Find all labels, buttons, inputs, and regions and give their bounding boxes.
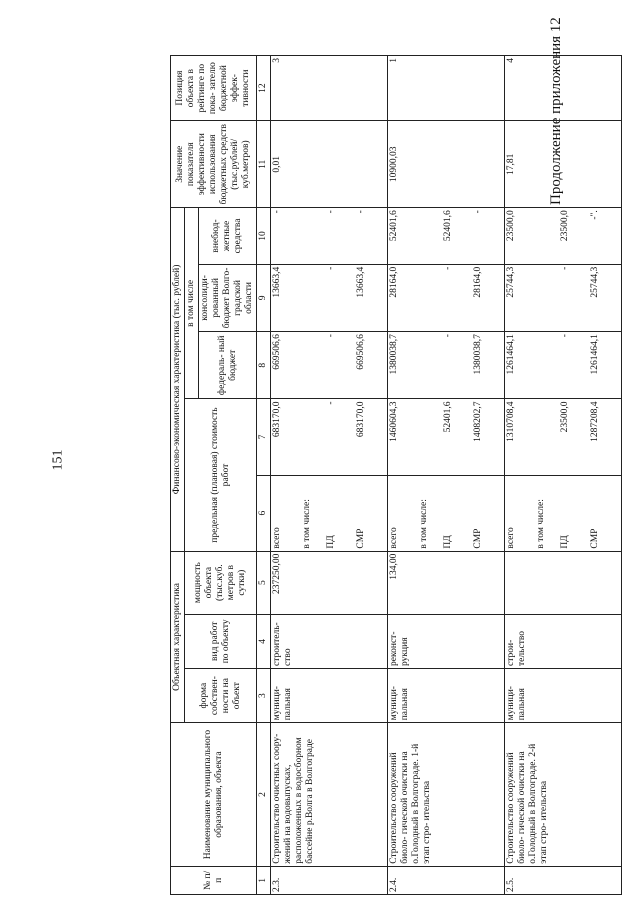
object-name: Строительство очистных соору- жений на водовыпусках, расположенных в водосборном бассейне р.Волга в Волгограде [271, 723, 388, 866]
col-number: 10 [257, 208, 271, 265]
cost-label-line: всего [506, 527, 516, 549]
work-type: строитель- ство [271, 614, 388, 668]
capacity-value: 237250,00 [271, 551, 388, 614]
cost-total-line: 1408202,7 [473, 401, 483, 442]
col-number: 5 [257, 551, 271, 614]
efficiency-value: 0,01 [271, 121, 388, 208]
cost-total [271, 399, 388, 475]
ownership-form: муници- пальная [505, 668, 622, 722]
federal-budget-line: - [560, 334, 570, 338]
federal-budget-line: 669506,6 [356, 334, 366, 370]
rating-position: 1 [388, 56, 505, 121]
cost-total-line: 683170,0 [356, 401, 366, 438]
regional-budget-line: - [443, 266, 453, 270]
table-row [388, 56, 505, 895]
work-type: реконст- рукция [388, 614, 505, 668]
header-work: вид работ по объекту [185, 614, 257, 668]
object-table [170, 55, 622, 895]
regional-budget-line: - [326, 266, 336, 270]
header-ownership: форма собствен- ности на объект [185, 668, 257, 722]
extrabudget-funds-line: 52401,6 [389, 210, 399, 242]
cost-total [388, 399, 505, 475]
col-number: 8 [257, 332, 271, 399]
col-number: 7 [257, 399, 271, 475]
header-finance-group: Финансово-экономическая характеристика (тыс. рублей) [171, 208, 185, 551]
header-federal: федераль- ный бюджет [199, 332, 257, 399]
col-number: 12 [257, 56, 271, 121]
extrabudget-funds-line: - [356, 210, 366, 214]
federal-budget-line [302, 334, 326, 396]
federal-budget-line: 1261464,1 [590, 334, 600, 375]
table-body [271, 56, 622, 895]
col-number: 3 [257, 668, 271, 722]
header-object-group: Объектная характеристика [171, 551, 185, 723]
efficiency-value: 10900,03 [388, 121, 505, 208]
cost-label-line: в том числе: [536, 499, 546, 549]
cost-total-line [536, 401, 560, 472]
federal-budget [505, 332, 622, 399]
regional-budget-line: - [560, 266, 570, 270]
extrabudget-funds-line: - [272, 210, 282, 214]
regional-budget-line: 13663,4 [356, 266, 366, 298]
header-including: в том числе [185, 208, 199, 399]
extrabudget-funds-line: 23500,0 [560, 210, 570, 242]
capacity-value [505, 551, 622, 614]
cost-total-line: - [326, 401, 336, 405]
extrabudget-funds-line [419, 210, 443, 262]
cost-total-line [302, 401, 326, 472]
extrabudget-funds-line: 52401,6 [443, 210, 453, 242]
cost-label-line: ПД [326, 535, 336, 549]
appendix-caption: Продолжение приложения 12 [548, 17, 564, 205]
federal-budget-line: - [326, 334, 336, 338]
cost-total-line [419, 401, 443, 472]
cost-total-line: 1460604,3 [389, 401, 399, 442]
header-rank: Позиция объекта в рейтинге по пока- зателю бюджетной эффек- тивности [171, 56, 257, 121]
cost-label-line: в том числе: [419, 499, 429, 549]
federal-budget [271, 332, 388, 399]
cost-label-line: СМР [590, 528, 600, 549]
header-cost: предельная (плановая) стоимость работ [185, 399, 257, 551]
table-row [505, 56, 622, 895]
rating-position: 3 [271, 56, 388, 121]
federal-budget-line [536, 334, 560, 396]
regional-budget-line: 13663,4 [272, 266, 282, 298]
cost-label-line: СМР [356, 528, 366, 549]
extrabudget-funds-line: 23500,0 [506, 210, 516, 242]
cost-total-line: 1310708,4 [506, 401, 516, 442]
cost-label-line: всего [272, 527, 282, 549]
row-number: 2.5. [505, 866, 622, 894]
page-number: 151 [50, 449, 66, 471]
cost-total-line: 1287208,4 [590, 401, 600, 442]
extrabudget-funds-line: - [473, 210, 483, 214]
cost-label-line: в том числе: [302, 499, 312, 549]
federal-budget-line: 1380038,7 [473, 334, 483, 375]
extrabudget-funds [271, 208, 388, 265]
work-type: строи- тельство [505, 614, 622, 668]
header-regional: консолиди- рованный бюджет Волго- градской области [199, 264, 257, 331]
federal-budget-line: 669506,6 [272, 334, 282, 370]
header-extrabudget: внебюд- жетные средства [199, 208, 257, 265]
cost-total [505, 399, 622, 475]
regional-budget-line: 28164,0 [389, 266, 399, 298]
ownership-form: муници- пальная [388, 668, 505, 722]
regional-budget-line: 28164,0 [473, 266, 483, 298]
object-name: Строительство сооружений биоло- гической очистки на о.Голодный в Волгограде. 1-й этап стро- ительства [388, 723, 505, 866]
cost-label-line: СМР [473, 528, 483, 549]
header-num: № п/п [171, 866, 257, 894]
row-number: 2.4. [388, 866, 505, 894]
col-number: 2 [257, 723, 271, 866]
row-number: 2.3. [271, 866, 388, 894]
cost-label [388, 475, 505, 551]
col-number: 1 [257, 866, 271, 894]
cost-label [505, 475, 622, 551]
extrabudget-funds-line [302, 210, 326, 262]
extrabudget-funds-line: - [326, 210, 336, 214]
extrabudget-funds-line [536, 210, 560, 262]
ownership-form: муници- пальная [271, 668, 388, 722]
regional-budget-line [536, 267, 560, 329]
col-number: 9 [257, 264, 271, 331]
efficiency-value: 17,81 [505, 121, 622, 208]
regional-budget [505, 264, 622, 331]
regional-budget-line [302, 267, 326, 329]
col-number: 6 [257, 475, 271, 551]
regional-budget-line: 25744,3 [590, 266, 600, 298]
federal-budget-line: 1380038,7 [389, 334, 399, 375]
col-number: 11 [257, 121, 271, 208]
regional-budget-line [419, 267, 443, 329]
extrabudget-funds-line: -". [590, 210, 600, 220]
col-number: 4 [257, 614, 271, 668]
federal-budget-line [419, 334, 443, 396]
table-row [271, 56, 388, 895]
header-efficiency: Значение показателя эффективности использования бюджетных средств (тыс.рублей/ куб.метров) [171, 121, 257, 208]
federal-budget [388, 332, 505, 399]
cost-total-line: 23500,0 [560, 401, 570, 433]
cost-label [271, 475, 388, 551]
cost-label-line: ПД [443, 535, 453, 549]
cost-total-line: 683170,0 [272, 401, 282, 438]
federal-budget-line: 1261464,1 [506, 334, 516, 375]
regional-budget-line: 25744,3 [506, 266, 516, 298]
extrabudget-funds [505, 208, 622, 265]
header-capacity: мощность объекта (тыс.куб. метров в сутки) [185, 551, 257, 614]
cost-label-line: ПД [560, 535, 570, 549]
object-name: Строительство сооружений биоло- гической очистки на о.Голодный в Волгограде. 2-й этап стро- ительства [505, 723, 622, 866]
cost-total-line: 52401,6 [443, 401, 453, 433]
cost-label-line: всего [389, 527, 399, 549]
capacity-value: 134,00 [388, 551, 505, 614]
header-name: Наименование муниципального образования, объекта [171, 723, 257, 866]
regional-budget [271, 264, 388, 331]
rating-position: 4 [505, 56, 622, 121]
regional-budget [388, 264, 505, 331]
federal-budget-line: - [443, 334, 453, 338]
extrabudget-funds [388, 208, 505, 265]
